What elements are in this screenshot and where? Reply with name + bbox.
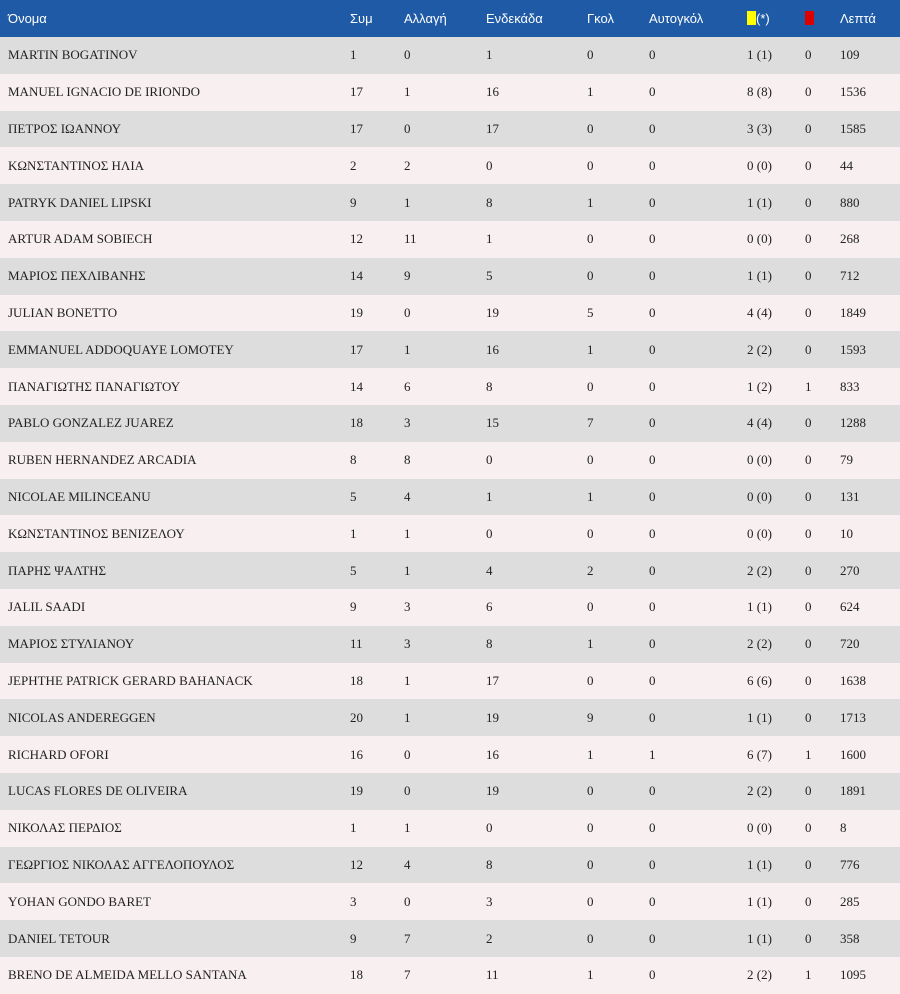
table-row — [0, 111, 900, 148]
cell-goals: 0 — [587, 452, 594, 468]
cell-minutes: 1095 — [840, 967, 866, 983]
cell-minutes: 1713 — [840, 709, 866, 725]
col-header-substitute[interactable]: Αλλαγή — [404, 11, 447, 26]
cell-starting: 0 — [486, 820, 493, 836]
cell-red-cards: 0 — [805, 820, 812, 836]
cell-minutes: 624 — [840, 599, 860, 615]
cell-starting: 19 — [486, 709, 499, 725]
cell-substitute: 1 — [404, 341, 411, 357]
cell-red-cards: 0 — [805, 488, 812, 504]
cell-player-name[interactable]: RICHARD OFORI — [8, 746, 109, 762]
cell-minutes: 109 — [840, 47, 860, 63]
table-row — [0, 699, 900, 736]
cell-player-name[interactable]: ΚΩΝΣΤΑΝΤΙΝΟΣ ΒΕΝΙΖΕΛΟΥ — [8, 525, 185, 541]
cell-starting: 2 — [486, 930, 493, 946]
cell-substitute: 1 — [404, 84, 411, 100]
cell-player-name[interactable]: MARTIN BOGATINOV — [8, 47, 138, 63]
cell-minutes: 1536 — [840, 84, 866, 100]
cell-goals: 0 — [587, 231, 594, 247]
cell-goals: 0 — [587, 856, 594, 872]
cell-own-goals: 0 — [649, 194, 656, 210]
cell-substitute: 9 — [404, 268, 411, 284]
cell-minutes: 131 — [840, 488, 860, 504]
table-row — [0, 405, 900, 442]
cell-yellow-cards: 3 (3) — [747, 120, 772, 136]
cell-substitute: 0 — [404, 120, 411, 136]
cell-red-cards: 0 — [805, 84, 812, 100]
cell-own-goals: 0 — [649, 84, 656, 100]
cell-red-cards: 0 — [805, 893, 812, 909]
cell-player-name[interactable]: PABLO GONZALEZ JUAREZ — [8, 415, 174, 431]
cell-minutes: 358 — [840, 930, 860, 946]
cell-red-cards: 0 — [805, 157, 812, 173]
cell-starting: 5 — [486, 268, 493, 284]
cell-minutes: 8 — [840, 820, 847, 836]
cell-appearances: 18 — [350, 672, 363, 688]
col-header-name[interactable]: Όνομα — [8, 11, 47, 26]
cell-starting: 8 — [486, 194, 493, 210]
cell-player-name[interactable]: ΓΕΩΡΓΙΟΣ ΝΙΚΟΛΑΣ ΑΓΓΕΛΟΠΟΥΛΟΣ — [8, 856, 235, 872]
cell-yellow-cards: 1 (1) — [747, 268, 772, 284]
cell-appearances: 14 — [350, 268, 363, 284]
cell-starting: 3 — [486, 893, 493, 909]
cell-red-cards: 0 — [805, 415, 812, 431]
cell-own-goals: 0 — [649, 415, 656, 431]
cell-minutes: 10 — [840, 525, 853, 541]
cell-starting: 6 — [486, 599, 493, 615]
table-row — [0, 442, 900, 479]
cell-appearances: 19 — [350, 304, 363, 320]
table-row — [0, 331, 900, 368]
cell-minutes: 285 — [840, 893, 860, 909]
cell-player-name[interactable]: BRENO DE ALMEIDA MELLO SANTANA — [8, 967, 247, 983]
cell-own-goals: 0 — [649, 488, 656, 504]
cell-minutes: 1600 — [840, 746, 866, 762]
cell-player-name[interactable]: EMMANUEL ADDOQUAYE LOMOTEY — [8, 341, 234, 357]
cell-goals: 1 — [587, 967, 594, 983]
cell-own-goals: 0 — [649, 47, 656, 63]
cell-substitute: 8 — [404, 452, 411, 468]
cell-own-goals: 1 — [649, 746, 656, 762]
yellow-card-suffix: (*) — [756, 11, 770, 26]
table-row — [0, 847, 900, 884]
cell-red-cards: 0 — [805, 636, 812, 652]
cell-starting: 8 — [486, 856, 493, 872]
cell-substitute: 1 — [404, 562, 411, 578]
cell-yellow-cards: 0 (0) — [747, 157, 772, 173]
cell-red-cards: 0 — [805, 562, 812, 578]
cell-own-goals: 0 — [649, 636, 656, 652]
cell-substitute: 1 — [404, 820, 411, 836]
cell-player-name[interactable]: JALIL SAADI — [8, 599, 86, 615]
cell-red-cards: 0 — [805, 268, 812, 284]
cell-yellow-cards: 0 (0) — [747, 820, 772, 836]
cell-substitute: 0 — [404, 783, 411, 799]
yellow-card-icon — [747, 11, 756, 25]
cell-own-goals: 0 — [649, 967, 656, 983]
cell-yellow-cards: 2 (2) — [747, 967, 772, 983]
cell-yellow-cards: 2 (2) — [747, 341, 772, 357]
cell-substitute: 11 — [404, 231, 417, 247]
cell-starting: 8 — [486, 378, 493, 394]
cell-minutes: 833 — [840, 378, 860, 394]
table-row — [0, 626, 900, 663]
cell-yellow-cards: 1 (2) — [747, 378, 772, 394]
cell-goals: 1 — [587, 84, 594, 100]
table-row — [0, 663, 900, 700]
cell-yellow-cards: 0 (0) — [747, 488, 772, 504]
table-row — [0, 957, 900, 994]
cell-red-cards: 1 — [805, 967, 812, 983]
cell-player-name[interactable]: LUCAS FLORES DE OLIVEIRA — [8, 783, 188, 799]
cell-yellow-cards: 1 (1) — [747, 194, 772, 210]
table-row — [0, 184, 900, 221]
cell-goals: 0 — [587, 268, 594, 284]
col-header-minutes[interactable]: Λεπτά — [840, 11, 876, 26]
cell-yellow-cards: 0 (0) — [747, 231, 772, 247]
table-row — [0, 589, 900, 626]
cell-yellow-cards: 2 (2) — [747, 636, 772, 652]
cell-substitute: 2 — [404, 157, 411, 173]
cell-starting: 1 — [486, 47, 493, 63]
cell-goals: 1 — [587, 636, 594, 652]
cell-player-name[interactable]: ΝΙΚΟΛΑΣ ΠΕΡΔΙΟΣ — [8, 820, 122, 836]
cell-goals: 0 — [587, 930, 594, 946]
table-row — [0, 74, 900, 111]
col-header-goals[interactable]: Γκολ — [587, 11, 614, 26]
cell-yellow-cards: 1 (1) — [747, 930, 772, 946]
cell-yellow-cards: 2 (2) — [747, 562, 772, 578]
cell-goals: 0 — [587, 599, 594, 615]
table-row — [0, 147, 900, 184]
cell-goals: 1 — [587, 746, 594, 762]
cell-appearances: 5 — [350, 488, 357, 504]
cell-red-cards: 0 — [805, 452, 812, 468]
cell-starting: 16 — [486, 746, 499, 762]
cell-starting: 8 — [486, 636, 493, 652]
cell-starting: 0 — [486, 157, 493, 173]
col-header-yellow-cards[interactable] — [747, 0, 805, 37]
cell-minutes: 712 — [840, 268, 860, 284]
cell-goals: 5 — [587, 304, 594, 320]
cell-red-cards: 1 — [805, 746, 812, 762]
cell-substitute: 0 — [404, 893, 411, 909]
cell-red-cards: 0 — [805, 709, 812, 725]
cell-appearances: 9 — [350, 194, 357, 210]
cell-red-cards: 0 — [805, 599, 812, 615]
cell-player-name[interactable]: ARTUR ADAM SOBIECH — [8, 231, 153, 247]
cell-player-name[interactable]: RUBEN HERNANDEZ ARCADIA — [8, 452, 197, 468]
cell-substitute: 0 — [404, 746, 411, 762]
cell-red-cards: 0 — [805, 231, 812, 247]
table-row — [0, 295, 900, 332]
table-row — [0, 883, 900, 920]
cell-red-cards: 0 — [805, 341, 812, 357]
cell-goals: 0 — [587, 378, 594, 394]
cell-appearances: 8 — [350, 452, 357, 468]
cell-minutes: 270 — [840, 562, 860, 578]
cell-player-name[interactable]: NICOLAE MILINCEANU — [8, 488, 151, 504]
cell-goals: 1 — [587, 194, 594, 210]
cell-substitute: 3 — [404, 599, 411, 615]
cell-own-goals: 0 — [649, 120, 656, 136]
cell-yellow-cards: 1 (1) — [747, 599, 772, 615]
cell-player-name[interactable]: ΜΑΡΙΟΣ ΠΕΧΛΙΒΑΝΗΣ — [8, 268, 146, 284]
cell-starting: 15 — [486, 415, 499, 431]
cell-yellow-cards: 0 (0) — [747, 452, 772, 468]
cell-substitute: 4 — [404, 488, 411, 504]
cell-appearances: 12 — [350, 231, 363, 247]
cell-appearances: 12 — [350, 856, 363, 872]
cell-appearances: 17 — [350, 341, 363, 357]
cell-starting: 1 — [486, 488, 493, 504]
cell-own-goals: 0 — [649, 231, 656, 247]
cell-appearances: 1 — [350, 47, 357, 63]
cell-own-goals: 0 — [649, 157, 656, 173]
cell-substitute: 3 — [404, 636, 411, 652]
cell-appearances: 18 — [350, 415, 363, 431]
table-row — [0, 479, 900, 516]
cell-starting: 17 — [486, 120, 499, 136]
red-card-icon — [805, 11, 814, 25]
table-row — [0, 810, 900, 847]
cell-goals: 0 — [587, 120, 594, 136]
cell-yellow-cards: 6 (7) — [747, 746, 772, 762]
cell-red-cards: 0 — [805, 47, 812, 63]
cell-player-name[interactable]: ΚΩΝΣΤΑΝΤΙΝΟΣ ΗΛΙΑ — [8, 157, 145, 173]
cell-own-goals: 0 — [649, 452, 656, 468]
cell-goals: 0 — [587, 157, 594, 173]
table-row — [0, 515, 900, 552]
cell-own-goals: 0 — [649, 893, 656, 909]
cell-red-cards: 0 — [805, 525, 812, 541]
cell-starting: 16 — [486, 341, 499, 357]
cell-substitute: 6 — [404, 378, 411, 394]
cell-appearances: 18 — [350, 967, 363, 983]
cell-starting: 16 — [486, 84, 499, 100]
cell-player-name[interactable]: ΠΑΡΗΣ ΨΑΛΤΗΣ — [8, 562, 107, 578]
cell-goals: 1 — [587, 488, 594, 504]
cell-appearances: 20 — [350, 709, 363, 725]
header-row — [0, 0, 900, 37]
table-row — [0, 258, 900, 295]
cell-yellow-cards: 1 (1) — [747, 47, 772, 63]
cell-own-goals: 0 — [649, 268, 656, 284]
cell-starting: 19 — [486, 783, 499, 799]
cell-own-goals: 0 — [649, 378, 656, 394]
cell-yellow-cards: 4 (4) — [747, 415, 772, 431]
cell-red-cards: 0 — [805, 930, 812, 946]
cell-yellow-cards: 0 (0) — [747, 525, 772, 541]
cell-own-goals: 0 — [649, 599, 656, 615]
cell-player-name[interactable]: ΠΑΝΑΓΙΩΤΗΣ ΠΑΝΑΓΙΩΤΟΥ — [8, 378, 181, 394]
cell-own-goals: 0 — [649, 856, 656, 872]
cell-goals: 0 — [587, 47, 594, 63]
table-row — [0, 37, 900, 74]
cell-minutes: 720 — [840, 636, 860, 652]
cell-goals: 9 — [587, 709, 594, 725]
cell-minutes: 1585 — [840, 120, 866, 136]
cell-starting: 11 — [486, 967, 499, 983]
cell-appearances: 11 — [350, 636, 363, 652]
cell-minutes: 1891 — [840, 783, 866, 799]
cell-red-cards: 0 — [805, 304, 812, 320]
cell-red-cards: 0 — [805, 194, 812, 210]
cell-own-goals: 0 — [649, 709, 656, 725]
cell-minutes: 1849 — [840, 304, 866, 320]
cell-minutes: 268 — [840, 231, 860, 247]
cell-appearances: 5 — [350, 562, 357, 578]
cell-player-name[interactable]: NICOLAS ANDEREGGEN — [8, 709, 156, 725]
table-row — [0, 368, 900, 405]
table-row — [0, 773, 900, 810]
cell-substitute: 0 — [404, 304, 411, 320]
cell-minutes: 79 — [840, 452, 853, 468]
cell-red-cards: 0 — [805, 783, 812, 799]
cell-appearances: 16 — [350, 746, 363, 762]
cell-yellow-cards: 4 (4) — [747, 304, 772, 320]
col-header-starting[interactable]: Ενδεκάδα — [486, 11, 543, 26]
cell-starting: 0 — [486, 452, 493, 468]
cell-player-name[interactable]: JULIAN BONETTO — [8, 304, 118, 320]
cell-goals: 0 — [587, 893, 594, 909]
cell-player-name[interactable]: MANUEL IGNACIO DE IRIONDO — [8, 84, 200, 100]
col-header-red-cards[interactable] — [805, 0, 840, 37]
cell-substitute: 1 — [404, 525, 411, 541]
cell-player-name[interactable]: ΠΕΤΡΟΣ ΙΩΑΝΝΟΥ — [8, 120, 121, 136]
cell-red-cards: 0 — [805, 120, 812, 136]
cell-appearances: 19 — [350, 783, 363, 799]
cell-own-goals: 0 — [649, 562, 656, 578]
cell-own-goals: 0 — [649, 930, 656, 946]
cell-appearances: 2 — [350, 157, 357, 173]
cell-substitute: 7 — [404, 967, 411, 983]
cell-own-goals: 0 — [649, 341, 656, 357]
table-body — [0, 37, 900, 994]
cell-appearances: 3 — [350, 893, 357, 909]
cell-goals: 1 — [587, 341, 594, 357]
cell-yellow-cards: 1 (1) — [747, 893, 772, 909]
cell-appearances: 9 — [350, 930, 357, 946]
cell-appearances: 14 — [350, 378, 363, 394]
cell-minutes: 1593 — [840, 341, 866, 357]
cell-player-name[interactable]: JEPHTHE PATRICK GERARD BAHANACK — [8, 672, 253, 688]
cell-own-goals: 0 — [649, 672, 656, 688]
cell-goals: 7 — [587, 415, 594, 431]
cell-own-goals: 0 — [649, 820, 656, 836]
cell-own-goals: 0 — [649, 525, 656, 541]
cell-player-name[interactable]: DANIEL TETOUR — [8, 930, 110, 946]
cell-player-name[interactable]: YOHAN GONDO BARET — [8, 893, 151, 909]
cell-minutes: 776 — [840, 856, 860, 872]
cell-appearances: 1 — [350, 820, 357, 836]
cell-substitute: 3 — [404, 415, 411, 431]
cell-starting: 4 — [486, 562, 493, 578]
cell-substitute: 7 — [404, 930, 411, 946]
cell-starting: 17 — [486, 672, 499, 688]
cell-yellow-cards: 6 (6) — [747, 672, 772, 688]
cell-substitute: 1 — [404, 709, 411, 725]
cell-appearances: 9 — [350, 599, 357, 615]
cell-appearances: 17 — [350, 84, 363, 100]
cell-starting: 0 — [486, 525, 493, 541]
cell-substitute: 1 — [404, 194, 411, 210]
cell-player-name[interactable]: ΜΑΡΙΟΣ ΣΤΥΛΙΑΝΟΥ — [8, 636, 135, 652]
cell-goals: 0 — [587, 820, 594, 836]
col-header-own-goals[interactable]: Αυτογκόλ — [649, 11, 704, 26]
cell-yellow-cards: 1 (1) — [747, 856, 772, 872]
cell-goals: 0 — [587, 783, 594, 799]
cell-yellow-cards: 2 (2) — [747, 783, 772, 799]
cell-yellow-cards: 1 (1) — [747, 709, 772, 725]
cell-minutes: 880 — [840, 194, 860, 210]
cell-minutes: 1288 — [840, 415, 866, 431]
cell-player-name[interactable]: PATRYK DANIEL LIPSKI — [8, 194, 152, 210]
table-header — [0, 0, 900, 37]
table-row — [0, 552, 900, 589]
col-header-appearances[interactable]: Συμ — [350, 11, 373, 26]
cell-appearances: 1 — [350, 525, 357, 541]
cell-yellow-cards: 8 (8) — [747, 84, 772, 100]
cell-goals: 0 — [587, 525, 594, 541]
cell-red-cards: 0 — [805, 672, 812, 688]
cell-red-cards: 1 — [805, 378, 812, 394]
table-row — [0, 920, 900, 957]
cell-red-cards: 0 — [805, 856, 812, 872]
cell-own-goals: 0 — [649, 783, 656, 799]
table-row — [0, 221, 900, 258]
cell-starting: 19 — [486, 304, 499, 320]
cell-substitute: 4 — [404, 856, 411, 872]
cell-minutes: 44 — [840, 157, 853, 173]
cell-minutes: 1638 — [840, 672, 866, 688]
cell-goals: 2 — [587, 562, 594, 578]
cell-starting: 1 — [486, 231, 493, 247]
cell-own-goals: 0 — [649, 304, 656, 320]
cell-substitute: 1 — [404, 672, 411, 688]
table-row — [0, 736, 900, 773]
cell-substitute: 0 — [404, 47, 411, 63]
cell-appearances: 17 — [350, 120, 363, 136]
cell-goals: 0 — [587, 672, 594, 688]
